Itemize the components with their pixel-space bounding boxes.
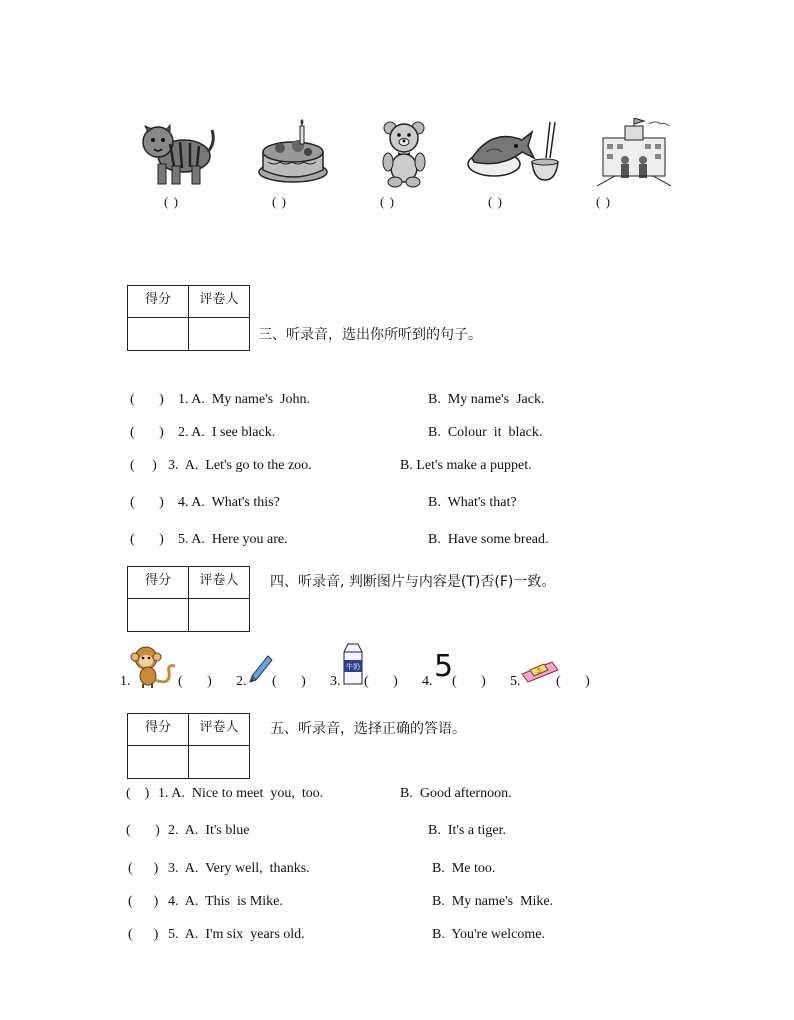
answer-paren[interactable]: ( )	[556, 674, 590, 689]
answer-paren[interactable]: ( )	[128, 927, 159, 942]
option-a: 3. A. Let's go to the zoo.	[168, 458, 312, 473]
option-b: B. Have some bread.	[428, 532, 549, 547]
grader-header: 评卷人	[189, 286, 250, 318]
answer-paren[interactable]: ( )	[364, 674, 398, 689]
grader-cell[interactable]	[189, 318, 250, 351]
pencil-icon	[248, 654, 274, 688]
answer-paren[interactable]: ( )	[272, 194, 287, 209]
answer-paren[interactable]: ( )	[178, 674, 212, 689]
score-cell[interactable]	[128, 599, 189, 632]
svg-text:5: 5	[536, 667, 542, 675]
option-a: 2. A. It's blue	[168, 823, 250, 838]
grader-cell[interactable]	[189, 599, 250, 632]
item-number: 3.	[330, 674, 341, 689]
answer-paren[interactable]: ( )	[272, 674, 306, 689]
section-5-title: 五、听录音，选择正确的答语。	[270, 721, 466, 737]
grader-header: 评卷人	[189, 714, 250, 746]
score-cell[interactable]	[128, 746, 189, 779]
number-five-picture: 5	[434, 649, 454, 684]
score-table	[127, 713, 250, 779]
option-b: B. What's that?	[428, 495, 517, 510]
option-b: B. Let's make a puppet.	[400, 458, 532, 473]
option-b: B. Good afternoon.	[400, 786, 512, 801]
answer-paren[interactable]: ( )	[126, 786, 150, 801]
option-a: 5. A. Here you are.	[178, 532, 288, 547]
answer-paren[interactable]: ( )	[128, 861, 159, 876]
option-a: 1. A. Nice to meet you, too.	[158, 786, 324, 801]
item-number: 4.	[422, 674, 433, 689]
section-3-title: 三、听录音，选出你所听到的句子。	[258, 327, 482, 343]
milk-label: 牛奶	[346, 663, 360, 671]
option-b: B. Me too.	[432, 861, 496, 876]
option-a: 4. A. What's this?	[178, 495, 280, 510]
option-b: B. You're welcome.	[432, 927, 545, 942]
answer-paren[interactable]: ( )	[452, 674, 486, 689]
eraser-icon	[520, 660, 560, 684]
answer-paren[interactable]: ( )	[596, 194, 611, 209]
option-b: B. My name's Jack.	[428, 392, 545, 407]
option-a: 2. A. I see black.	[178, 425, 276, 440]
option-a: 1. A. My name's John.	[178, 392, 311, 407]
score-header: 得分	[128, 714, 189, 746]
score-header: 得分	[128, 567, 189, 599]
item-number: 5.	[510, 674, 521, 689]
answer-paren[interactable]: ( )	[126, 823, 160, 838]
score-header: 得分	[128, 286, 189, 318]
score-cell[interactable]	[128, 318, 189, 351]
school-picture	[597, 118, 671, 188]
answer-paren[interactable]: ( )	[130, 495, 164, 510]
score-table	[127, 566, 250, 632]
answer-paren[interactable]: ( )	[130, 425, 164, 440]
answer-paren[interactable]: ( )	[128, 894, 159, 909]
score-table	[127, 285, 250, 351]
option-b: B. Colour it black.	[428, 425, 543, 440]
item-number: 2.	[236, 674, 247, 689]
answer-paren[interactable]: ( )	[164, 194, 179, 209]
fish-and-bowl-picture	[466, 118, 562, 188]
answer-paren[interactable]: ( )	[130, 392, 164, 407]
grader-cell[interactable]	[189, 746, 250, 779]
option-b: B. It's a tiger.	[428, 823, 506, 838]
monkey-icon	[128, 644, 178, 688]
item-number: 1.	[120, 674, 131, 689]
option-b: B. My name's Mike.	[432, 894, 554, 909]
answer-paren[interactable]: ( )	[380, 194, 395, 209]
section-4-title: 四、听录音, 判断图片与内容是(T)否(F)一致。	[270, 574, 556, 590]
milk-carton-icon	[340, 642, 366, 688]
cake-picture	[256, 118, 330, 188]
answer-paren[interactable]: ( )	[130, 532, 164, 547]
grader-header: 评卷人	[189, 567, 250, 599]
option-a: 3. A. Very well, thanks.	[168, 861, 310, 876]
tiger-picture	[136, 118, 216, 188]
answer-paren[interactable]: ( )	[130, 458, 157, 473]
option-a: 5. A. I'm six years old.	[168, 927, 305, 942]
answer-paren[interactable]: ( )	[488, 194, 503, 209]
option-a: 4. A. This is Mike.	[168, 894, 283, 909]
teddy-bear-picture	[380, 118, 428, 188]
